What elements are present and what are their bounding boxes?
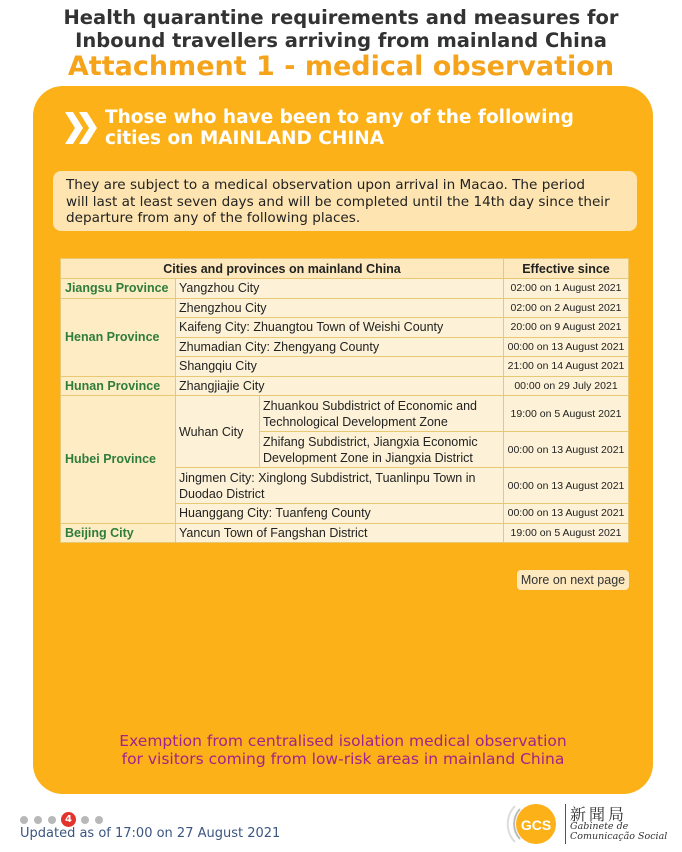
date-cell: 02:00 on 2 August 2021 bbox=[504, 298, 629, 318]
table-row bbox=[61, 523, 629, 543]
content-card bbox=[33, 86, 653, 794]
city-cell: Huanggang City: Tuanfeng County bbox=[176, 504, 504, 524]
date-cell: 20:00 on 9 August 2021 bbox=[504, 318, 629, 338]
page-dot[interactable] bbox=[81, 816, 89, 824]
exemption-link[interactable] bbox=[33, 732, 653, 768]
current-page-dot[interactable]: 4 bbox=[61, 812, 76, 827]
province-cell: Jiangsu Province bbox=[61, 279, 176, 299]
table-header-row bbox=[61, 259, 629, 279]
subdistrict-line: Development Zone in Jiangxia District bbox=[263, 450, 473, 465]
province-cell: Henan Province bbox=[61, 298, 176, 376]
table-row bbox=[61, 279, 629, 299]
table-row bbox=[61, 298, 629, 318]
city-cell: Wuhan City bbox=[176, 396, 260, 468]
column-header-cities: Cities and provinces on mainland China bbox=[61, 259, 504, 279]
logo-chinese-name: 新聞局 bbox=[570, 805, 628, 824]
province-cell: Beijing City bbox=[61, 523, 176, 543]
table-row bbox=[61, 396, 629, 432]
exemption-line-1: Exemption from centralised isolation medical observation bbox=[119, 732, 567, 750]
updated-timestamp: Updated as of 17:00 on 27 August 2021 bbox=[20, 826, 281, 841]
date-cell: 19:00 on 5 August 2021 bbox=[504, 396, 629, 432]
heading-line-2: Inbound travellers arriving from mainland China bbox=[75, 29, 607, 52]
page-dot[interactable] bbox=[20, 816, 28, 824]
city-cell: Yangzhou City bbox=[176, 279, 504, 299]
cities-table bbox=[60, 258, 629, 543]
section-title bbox=[105, 107, 645, 149]
city-line: Duodao District bbox=[179, 486, 265, 501]
table-row bbox=[61, 376, 629, 396]
city-cell: Kaifeng City: Zhuangtou Town of Weishi County bbox=[176, 318, 504, 338]
notice-line-2: will last at least seven days and will be completed until the 14th day since their bbox=[66, 193, 610, 210]
city-cell: Shangqiu City bbox=[176, 357, 504, 377]
city-line: Jingmen City: Xinglong Subdistrict, Tuanlinpu Town in bbox=[179, 470, 476, 485]
page-heading bbox=[0, 6, 682, 52]
province-cell: Hubei Province bbox=[61, 396, 176, 524]
subdistrict-line: Zhifang Subdistrict, Jiangxia Economic bbox=[263, 434, 478, 449]
section-title-line-1: Those who have been to any of the following bbox=[105, 107, 574, 128]
section-title-line-2: cities on MAINLAND CHINA bbox=[105, 128, 385, 149]
city-cell: Zhengzhou City bbox=[176, 298, 504, 318]
city-cell bbox=[176, 468, 504, 504]
logo-portuguese-name bbox=[570, 822, 667, 842]
exemption-line-2: for visitors coming from low-risk areas in mainland China bbox=[121, 750, 565, 768]
notice-line-1: They are subject to a medical observation upon arrival in Macao. The period bbox=[66, 177, 586, 193]
more-on-next-page-button[interactable]: More on next page bbox=[517, 570, 629, 590]
observation-notice bbox=[53, 171, 637, 231]
page-dot[interactable] bbox=[48, 816, 56, 824]
date-cell: 00:00 on 13 August 2021 bbox=[504, 468, 629, 504]
heading-line-1: Health quarantine requirements and measures for bbox=[63, 6, 619, 29]
city-cell: Zhangjiajie City bbox=[176, 376, 504, 396]
logo-divider bbox=[565, 804, 566, 844]
subdistrict-cell bbox=[260, 396, 504, 432]
date-cell: 00:00 on 13 August 2021 bbox=[504, 432, 629, 468]
date-cell: 00:00 on 29 July 2021 bbox=[504, 376, 629, 396]
notice-line-3: departure from any of the following places. bbox=[66, 210, 361, 226]
logo-pt-line-1: Gabinete de bbox=[570, 821, 629, 832]
date-cell: 19:00 on 5 August 2021 bbox=[504, 523, 629, 543]
page-dot[interactable] bbox=[95, 816, 103, 824]
gcs-logo-mark bbox=[506, 800, 564, 848]
subdistrict-line: Technological Development Zone bbox=[263, 414, 448, 429]
subdistrict-cell bbox=[260, 432, 504, 468]
attachment-title: Attachment 1 - medical observation bbox=[67, 51, 615, 82]
date-cell: 00:00 on 13 August 2021 bbox=[504, 337, 629, 357]
logo-mark-text: GCS bbox=[520, 817, 552, 833]
province-cell: Hunan Province bbox=[61, 376, 176, 396]
city-cell: Zhumadian City: Zhengyang County bbox=[176, 337, 504, 357]
subdistrict-line: Zhuankou Subdistrict of Economic and bbox=[263, 398, 478, 413]
page-dot[interactable] bbox=[34, 816, 42, 824]
gcs-logo bbox=[506, 800, 676, 848]
double-chevron-icon bbox=[63, 108, 103, 148]
date-cell: 02:00 on 1 August 2021 bbox=[504, 279, 629, 299]
column-header-effective: Effective since bbox=[504, 259, 629, 279]
date-cell: 00:00 on 13 August 2021 bbox=[504, 504, 629, 524]
logo-pt-line-2: Comunicação Social bbox=[570, 831, 668, 842]
date-cell: 21:00 on 14 August 2021 bbox=[504, 357, 629, 377]
city-cell: Yancun Town of Fangshan District bbox=[176, 523, 504, 543]
